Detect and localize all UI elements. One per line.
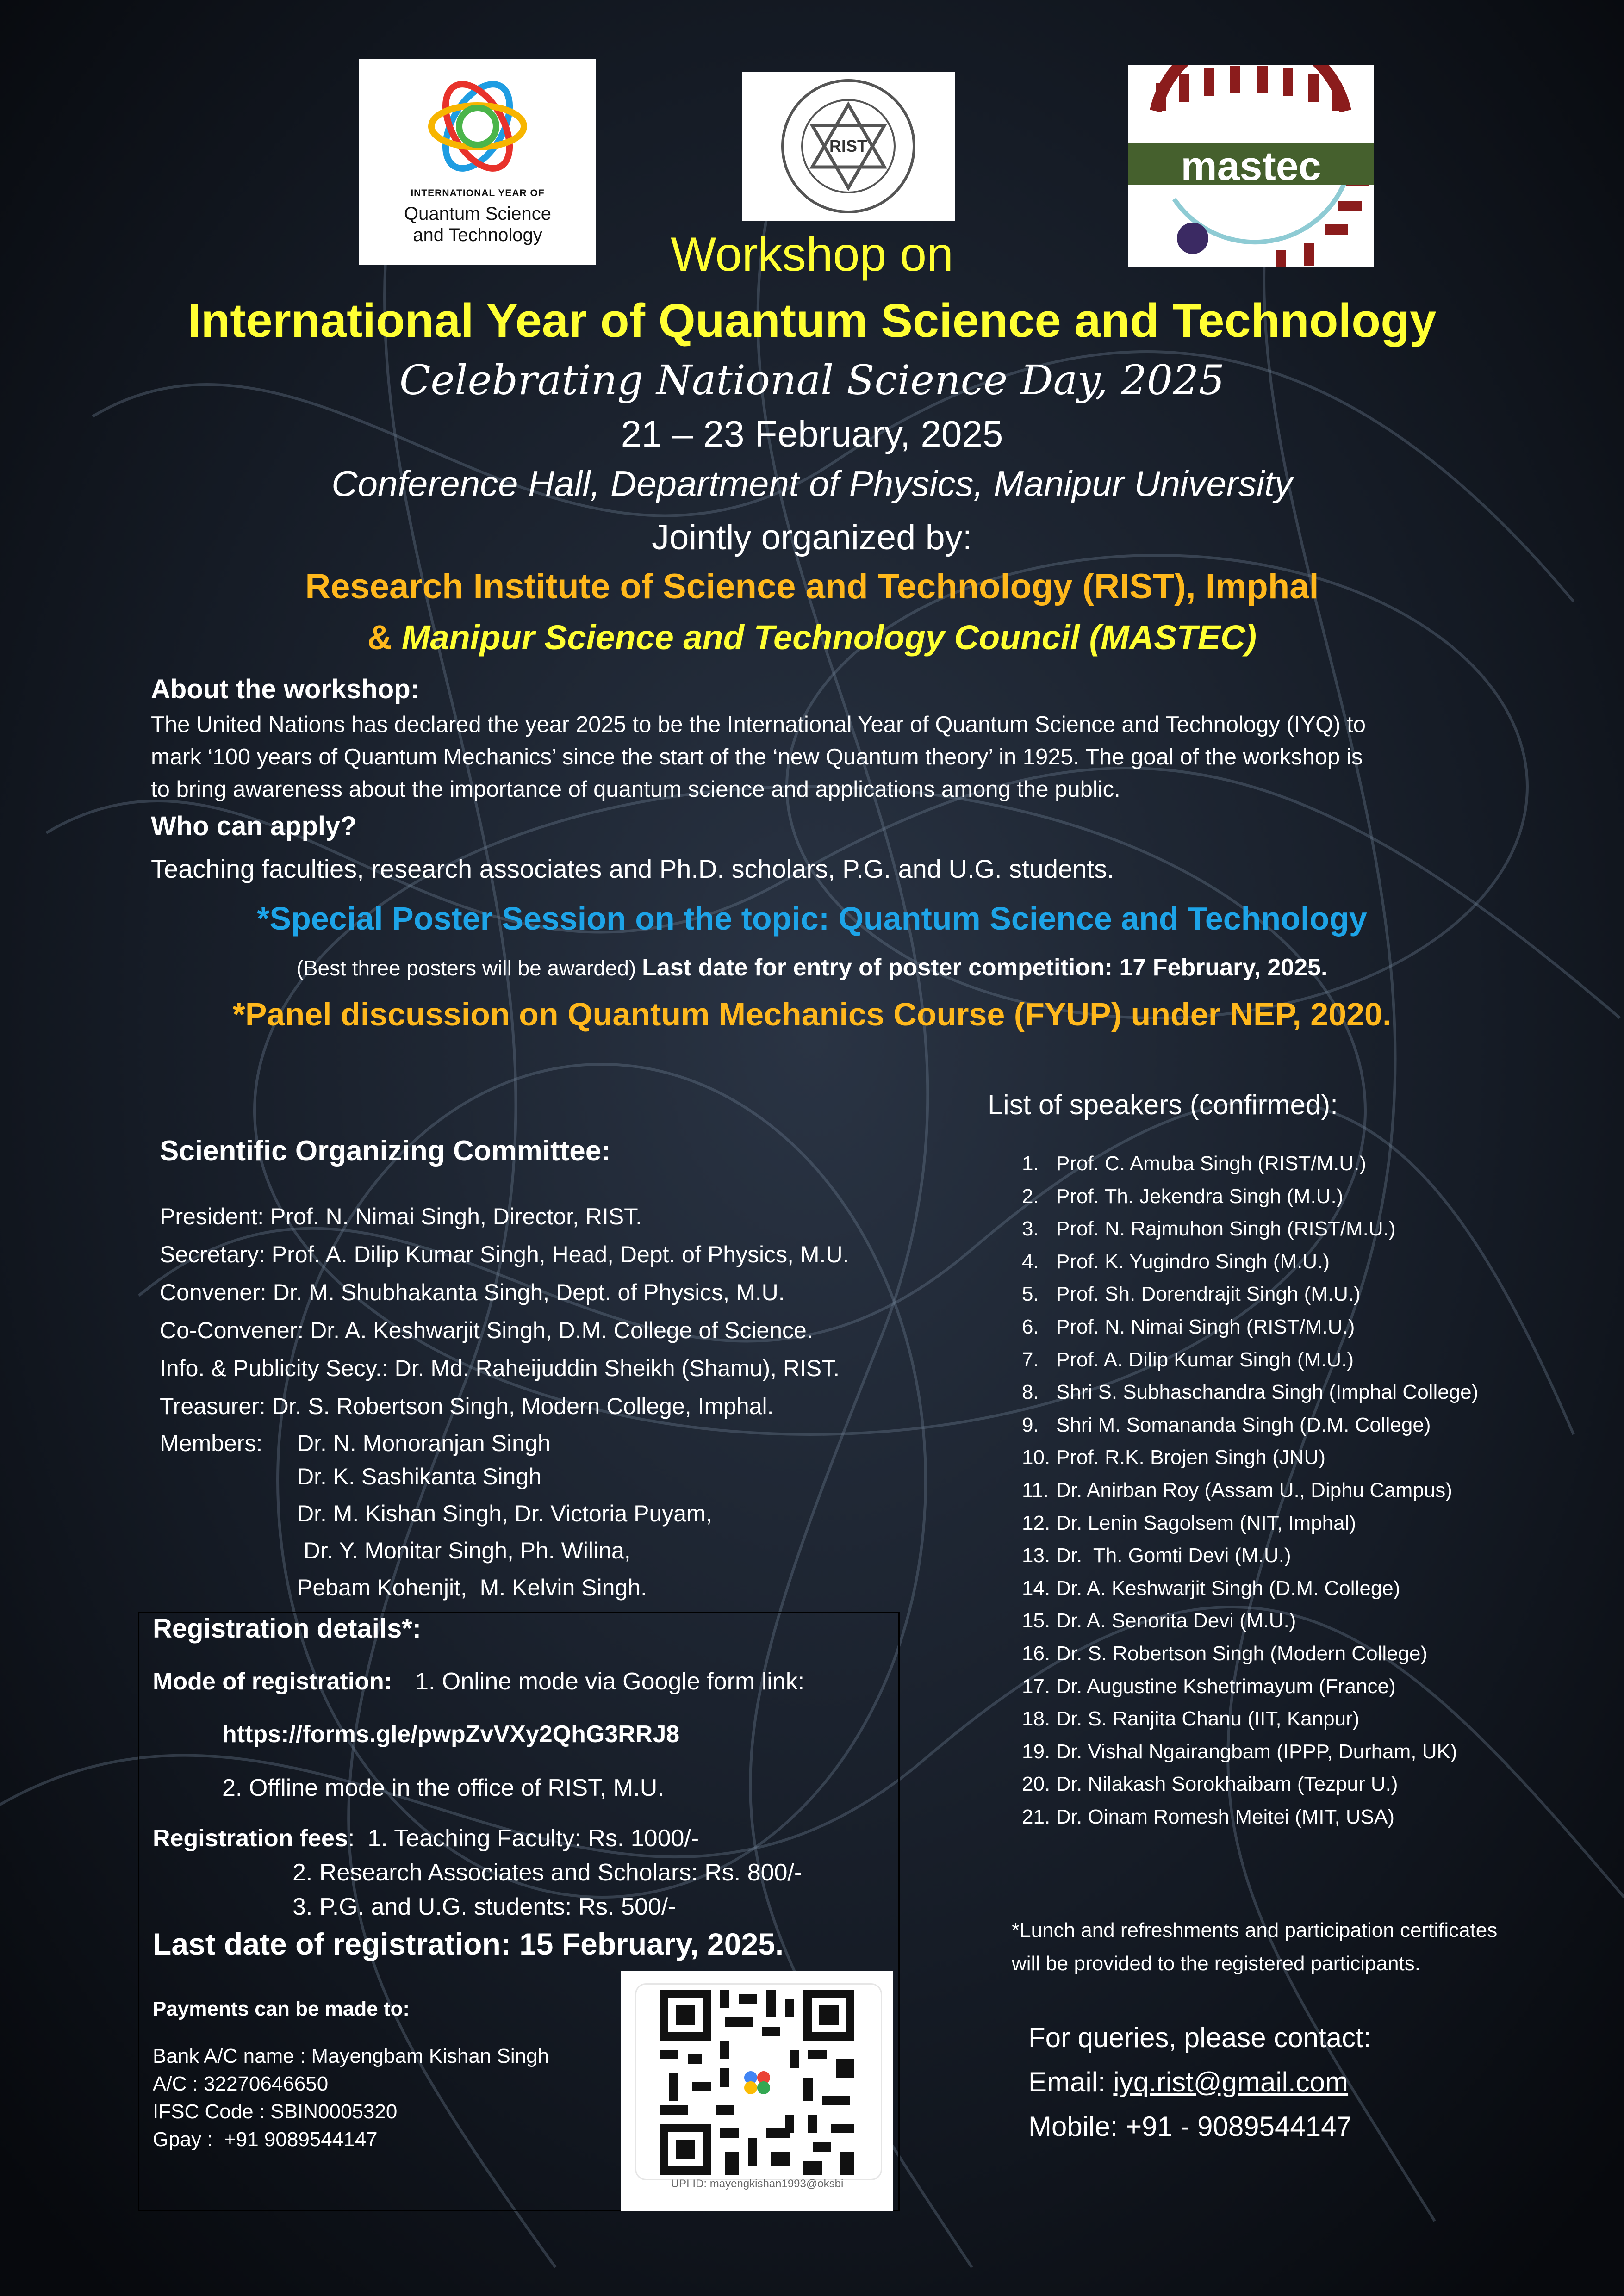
speaker-item <box>1022 1376 1478 1409</box>
speaker-item <box>1022 1311 1478 1344</box>
speaker-number: 13. <box>1022 1544 1051 1567</box>
speaker-name: Shri M. Somananda Singh (D.M. College) <box>1056 1413 1431 1436</box>
speaker-item <box>1022 1539 1478 1572</box>
speaker-name: Dr. Vishal Ngairangbam (IPPP, Durham, UK) <box>1056 1740 1457 1763</box>
committee-president: President: Prof. N. Nimai Singh, Director, RIST. <box>160 1204 642 1229</box>
committee-member-1: Dr. N. Monoranjan Singh <box>297 1430 551 1456</box>
registration-fees <box>153 1822 699 1855</box>
poster-award-note: (Best three posters will be awarded) <box>296 956 642 980</box>
speaker-item <box>1022 1409 1478 1442</box>
mastec-logo-text: mastec <box>1181 143 1321 189</box>
speaker-item <box>1022 1344 1478 1377</box>
speaker-number: 18. <box>1022 1707 1051 1731</box>
registration-last-date: Last date of registration: 15 February, 2025. <box>153 1927 784 1961</box>
speaker-name: Dr. Anirban Roy (Assam U., Diphu Campus) <box>1056 1478 1452 1502</box>
ampersand: & <box>367 618 392 657</box>
organizer-mastec-line <box>0 615 1624 660</box>
fee-scholars: 2. Research Associates and Scholars: Rs. 800/- <box>292 1859 803 1886</box>
iyq-logo-line2: Quantum Science <box>404 204 551 224</box>
speaker-item <box>1022 1670 1478 1703</box>
speaker-number: 11. <box>1022 1478 1049 1502</box>
poster-session-note <box>0 951 1624 990</box>
contact-heading: For queries, please contact: <box>1028 2022 1371 2053</box>
speaker-number: 7. <box>1022 1348 1039 1371</box>
who-heading: Who can apply? <box>151 811 357 841</box>
fee-students: 3. P.G. and U.G. students: Rs. 500/- <box>292 1893 676 1920</box>
committee-members-label: Members: <box>160 1430 263 1456</box>
speaker-item <box>1022 1801 1478 1834</box>
speaker-name: Prof. K. Yugindro Singh (M.U.) <box>1056 1250 1330 1273</box>
speaker-name: Dr. Lenin Sagolsem (NIT, Imphal) <box>1056 1511 1356 1534</box>
committee-member-3: Dr. M. Kishan Singh, Dr. Victoria Puyam, <box>297 1501 712 1527</box>
qr-card <box>621 1971 893 2211</box>
speaker-item <box>1022 1474 1478 1507</box>
organizer-rist: Research Institute of Science and Technology (RIST), Imphal <box>305 567 1319 606</box>
poster-session-title: *Special Poster Session on the topic: Quantum Science and Technology <box>257 900 1367 937</box>
speaker-item <box>1022 1213 1478 1246</box>
speaker-item <box>1022 1638 1478 1670</box>
speaker-item <box>1022 1507 1478 1540</box>
iyq-rings-icon <box>417 73 538 180</box>
poster-deadline: Last date for entry of poster competition: 17 February, 2025. <box>642 954 1328 981</box>
about-line-2: mark ‘100 years of Quantum Mechanics’ since the start of the ‘new Quantum theory’ in 1925. The goal of the workshop is <box>151 745 1363 769</box>
speaker-name: Prof. Th. Jekendra Singh (M.U.) <box>1056 1185 1344 1208</box>
speaker-name: Prof. N. Nimai Singh (RIST/M.U.) <box>1056 1315 1355 1338</box>
jointly-organized: Jointly organized by: <box>652 518 972 557</box>
speaker-item <box>1022 1441 1478 1474</box>
speaker-name: Dr. A. Keshwarjit Singh (D.M. College) <box>1056 1576 1400 1600</box>
speaker-item <box>1022 1180 1478 1213</box>
contact-email-link[interactable]: iyq.rist@gmail.com <box>1113 2066 1349 2097</box>
speaker-name: Prof. R.K. Brojen Singh (JNU) <box>1056 1446 1325 1469</box>
payments-heading: Payments can be made to: <box>153 1998 410 2020</box>
speaker-item <box>1022 1572 1478 1605</box>
registration-mode-1: 1. Online mode via Google form link: <box>415 1668 805 1695</box>
speaker-item <box>1022 1278 1478 1311</box>
event-dates: 21 – 23 February, 2025 <box>621 413 1003 454</box>
speaker-name: Dr. S. Ranjita Chanu (IIT, Kanpur) <box>1056 1707 1360 1731</box>
bank-account-number: A/C : 32270646650 <box>153 2073 329 2095</box>
speaker-number: 15. <box>1022 1609 1051 1632</box>
speaker-item <box>1022 1703 1478 1736</box>
speaker-item <box>1022 1768 1478 1801</box>
contact-email-label: Email: <box>1028 2066 1114 2097</box>
committee-member-2: Dr. K. Sashikanta Singh <box>297 1464 542 1489</box>
about-line-1: The United Nations has declared the year 2025 to be the International Year of Quantum Science and Technology (IYQ) to <box>151 712 1366 737</box>
speaker-number: 6. <box>1022 1315 1039 1338</box>
speaker-name: Dr. Oinam Romesh Meitei (MIT, USA) <box>1056 1805 1395 1828</box>
speaker-number: 10. <box>1022 1446 1051 1469</box>
committee-co-convener: Co-Convener: Dr. A. Keshwarjit Singh, D.M. College of Science. <box>160 1317 813 1343</box>
committee-treasurer: Treasurer: Dr. S. Robertson Singh, Modern College, Imphal. <box>160 1393 774 1419</box>
speaker-name: Dr. S. Robertson Singh (Modern College) <box>1056 1642 1428 1665</box>
committee-publicity: Info. & Publicity Secy.: Dr. Md. Raheijuddin Sheikh (Shamu), RIST. <box>160 1355 840 1381</box>
contact-mobile: Mobile: +91 - 9089544147 <box>1028 2111 1352 2142</box>
speaker-number: 17. <box>1022 1675 1051 1698</box>
rist-logo-text: RIST <box>829 137 867 155</box>
speaker-name: Prof. A. Dilip Kumar Singh (M.U.) <box>1056 1348 1354 1371</box>
speaker-item <box>1022 1605 1478 1638</box>
google-form-link[interactable]: https://forms.gle/pwpZvVXy2QhG3RRJ8 <box>222 1721 680 1748</box>
speaker-number: 2. <box>1022 1185 1039 1208</box>
committee-heading: Scientific Organizing Committee: <box>160 1135 611 1167</box>
iyq-logo-line1: INTERNATIONAL YEAR OF <box>411 188 545 199</box>
bank-ifsc: IFSC Code : SBIN0005320 <box>153 2100 398 2123</box>
qr-code-icon[interactable] <box>660 1990 854 2175</box>
speaker-number: 16. <box>1022 1642 1051 1665</box>
speaker-name: Prof. N. Rajmuhon Singh (RIST/M.U.) <box>1056 1217 1396 1241</box>
speaker-number: 5. <box>1022 1283 1039 1306</box>
committee-member-4: Dr. Y. Monitar Singh, Ph. Wilina, <box>297 1538 631 1564</box>
speaker-name: Dr. Th. Gomti Devi (M.U.) <box>1056 1544 1291 1567</box>
speaker-number: 19. <box>1022 1740 1051 1763</box>
speaker-number: 4. <box>1022 1250 1039 1273</box>
lunch-note-2: will be provided to the registered participants. <box>1012 1952 1420 1975</box>
rist-logo <box>742 72 955 221</box>
workshop-on: Workshop on <box>671 228 953 281</box>
about-line-3: to bring awareness about the importance of quantum science and applications among the public. <box>151 777 1120 802</box>
event-venue: Conference Hall, Department of Physics, Manipur University <box>331 463 1293 504</box>
registration-mode-label: Mode of registration: <box>153 1668 392 1695</box>
registration-heading: Registration details*: <box>153 1613 422 1644</box>
contact-email <box>1028 2064 1348 2101</box>
speaker-item <box>1022 1736 1478 1769</box>
about-heading: About the workshop: <box>151 674 419 704</box>
gpay-number: Gpay : +91 9089544147 <box>153 2128 378 2151</box>
committee-convener: Convener: Dr. M. Shubhakanta Singh, Dept. of Physics, M.U. <box>160 1279 785 1305</box>
speakers-heading: List of speakers (confirmed): <box>988 1089 1338 1120</box>
speaker-name: Dr. Augustine Kshetrimayum (France) <box>1056 1675 1396 1698</box>
speaker-item <box>1022 1148 1478 1180</box>
registration-mode <box>153 1664 804 1699</box>
upi-id: UPI ID: mayengkishan1993@oksbi <box>671 2178 844 2190</box>
registration-fees-label: Registration fees <box>153 1825 348 1852</box>
speaker-name: Prof. C. Amuba Singh (RIST/M.U.) <box>1056 1152 1366 1175</box>
registration-mode-2: 2. Offline mode in the office of RIST, M.U. <box>222 1775 664 1801</box>
speakers-list <box>1022 1148 1478 1833</box>
lunch-note-1: *Lunch and refreshments and participation certificates <box>1012 1919 1498 1942</box>
speaker-number: 20. <box>1022 1773 1051 1796</box>
committee-secretary: Secretary: Prof. A. Dilip Kumar Singh, Head, Dept. of Physics, M.U. <box>160 1241 849 1267</box>
organizer-mastec: Manipur Science and Technology Council (MASTEC) <box>401 618 1257 657</box>
bank-account-name: Bank A/C name : Mayengbam Kishan Singh <box>153 2045 549 2067</box>
speaker-number: 8. <box>1022 1381 1039 1404</box>
celebrating-line: Celebrating National Science Day, 2025 <box>399 356 1225 404</box>
speaker-number: 14. <box>1022 1576 1051 1600</box>
committee-member-5: Pebam Kohenjit, M. Kelvin Singh. <box>297 1575 647 1601</box>
registration-fees-colon: : <box>348 1825 355 1852</box>
page-title: International Year of Quantum Science and Technology <box>187 294 1437 347</box>
speaker-number: 21. <box>1022 1805 1051 1828</box>
speaker-number: 1. <box>1022 1152 1039 1175</box>
speaker-number: 3. <box>1022 1217 1039 1241</box>
who-text: Teaching faculties, research associates and Ph.D. scholars, P.G. and U.G. students. <box>151 854 1114 883</box>
speaker-name: Prof. Sh. Dorendrajit Singh (M.U.) <box>1056 1283 1361 1306</box>
speaker-name: Shri S. Subhaschandra Singh (Imphal College) <box>1056 1381 1479 1404</box>
fee-teaching: 1. Teaching Faculty: Rs. 1000/- <box>367 1825 699 1852</box>
iyq-logo-line3: and Technology <box>413 225 542 245</box>
speaker-name: Dr. A. Senorita Devi (M.U.) <box>1056 1609 1296 1632</box>
speaker-item <box>1022 1246 1478 1278</box>
speaker-number: 12. <box>1022 1511 1051 1534</box>
speaker-number: 9. <box>1022 1413 1039 1436</box>
speaker-name: Dr. Nilakash Sorokhaibam (Tezpur U.) <box>1056 1773 1398 1796</box>
panel-discussion: *Panel discussion on Quantum Mechanics Course (FYUP) under NEP, 2020. <box>232 996 1392 1032</box>
